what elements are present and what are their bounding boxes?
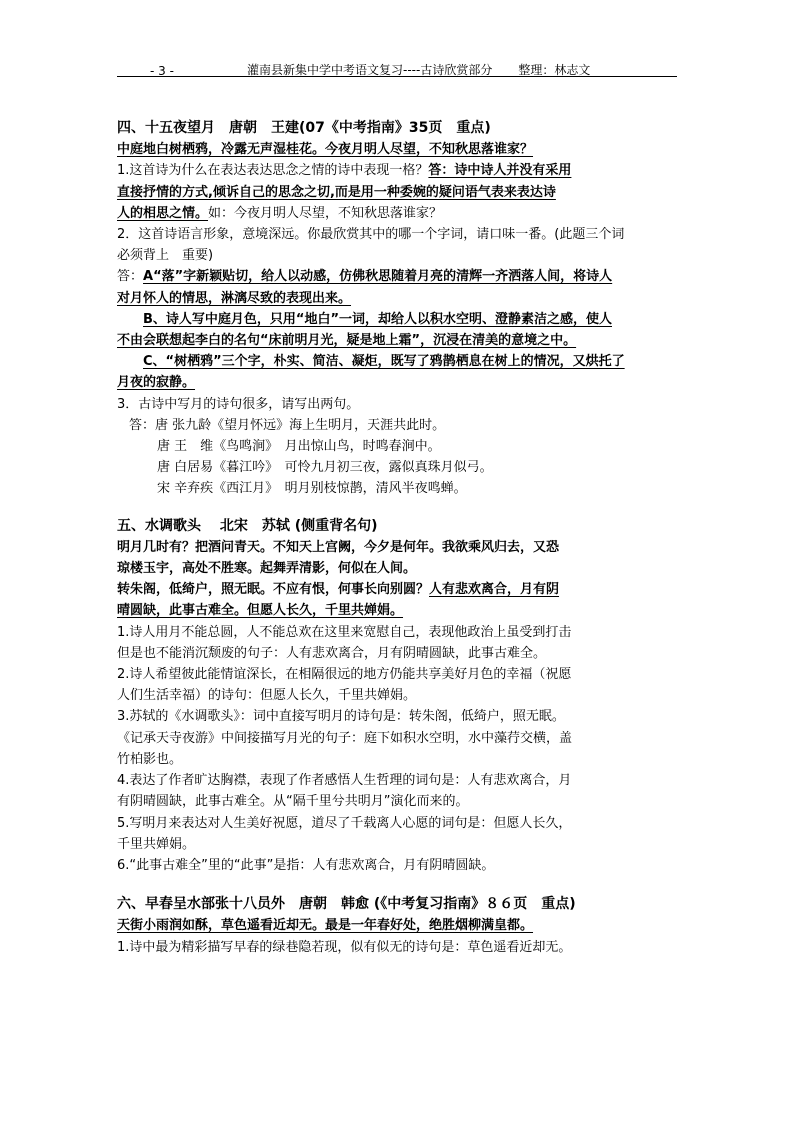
document-title: 灌南县新集中学中考语文复习----古诗欣赏部分 [247, 63, 493, 77]
s4-a2-line5: C、“树栖鸦”三个字，朴实、简洁、凝炬，既写了鸦鹊栖息在树上的情况，又烘托了 [143, 354, 625, 370]
s4-q2-line1: 2．这首诗语言形象，意境深远。你最欣赏其中的哪一个字词，请口味一番。(此题三个词 [117, 227, 625, 243]
section-gap [117, 500, 677, 516]
section-6-heading: 六、早春呈水部张十八员外 唐朝 韩愈 (《中考复习指南》８６页 重点) [117, 896, 576, 913]
s4-q2-line2: 必须背上 重要) [117, 248, 214, 264]
s5-item2-line1: 2.诗人希望彼此能情谊深长，在相隔很远的地方仍能共享美好月色的幸福（祝愿 [117, 667, 572, 683]
s4-q1-line2: 直接抒情的方式,倾诉自己的思念之切,而是用一种委婉的疑问语气表来表达诗 [117, 184, 556, 200]
s4-q1-question: 1.这首诗为什么在表达表达思念之情的诗中表现一格？ [117, 163, 429, 179]
s5-item4-line1: 4.表达了作者旷达胸襟，表现了作者感悟人生哲理的词句是：人有悲欢离合，月 [117, 773, 572, 789]
s5-item3-line2: 《记承天寺夜游》中间接描写月光的句子：庭下如积水空明，水中藻荇交横，盖 [117, 730, 573, 746]
s4-q1-answer-start: 答：诗中诗人并没有采用 [428, 163, 572, 179]
s4-q1-line1 [117, 160, 677, 181]
s4-a2-line4: 不由会联想起李白的名句“床前明月光，疑是地上霜”，沉浸在清美的意境之中。 [117, 333, 577, 349]
s5-poem-line3-underlined: 人有悲欢离合，月有阴 [429, 582, 560, 598]
s5-item3-line3: 竹柏影也。 [117, 751, 183, 767]
section-4-poem: 中庭地白树栖鸦，冷露无声湿桂花。今夜月明人尽望，不知秋思落谁家？ [117, 142, 534, 158]
s5-poem-line3-start: 转朱阁，低绮户，照无眠。不应有恨，何事长向别圆？ [117, 582, 430, 598]
s5-poem-line1: 明月几时有？把酒问青天。不知天上宫阙，今夕是何年。我欲乘风归去，又恐 [117, 539, 560, 555]
s5-item3-line1: 3.苏轼的《水调歌头》：词中直接写明月的诗句是：转朱阁，低绮户，照无眠。 [117, 709, 565, 725]
s6-poem: 天街小雨润如酥，草色遥看近却无。最是一年春好处，绝胜烟柳满皇都。 [117, 918, 534, 934]
section-5-heading: 五、水调歌头 北宋 苏轼 (侧重背名句) [117, 517, 378, 534]
section-4-heading: 四、十五夜望月 唐朝 王建(07《中考指南》35页 重点) [117, 120, 491, 136]
s4-a3-line2: 唐 王 维《鸟鸣涧》 月出惊山鸟，时鸣春涧中。 [157, 439, 441, 455]
s4-a2-a: A“落”字新颖贴切，给人以动感，仿佛秋思随着月亮的清辉一齐洒落人间，将诗人 [143, 269, 613, 285]
s5-item1-line2: 但是也不能消沉颓废的句子：人有悲欢离合，月有阴晴圆缺，此事古难全。 [117, 645, 547, 661]
section-gap [117, 876, 677, 894]
s5-item5-line2: 千里共婵娟。 [117, 836, 196, 852]
s4-q3: 3．古诗中写月的诗句很多，请写出两句。 [117, 396, 360, 412]
s6-item1: 1.诗中最为精彩描写早春的绿巷隐若现，似有似无的诗句是：草色遥看近却无。 [117, 939, 572, 955]
page-number: - 3 - [150, 64, 174, 78]
s5-item5-line1: 5.写明月来表达对人生美好祝愿，道尽了千载离人心愿的词句是：但愿人长久， [117, 815, 572, 831]
s4-a2-line3: B、诗人写中庭月色，只用“地白”一词，却给人以积水空明、澄静素洁之感，使人 [143, 311, 612, 327]
s4-a3-line1: 答：唐 张九龄《望月怀远》海上生明月，天涯共此时。 [129, 417, 446, 433]
s4-a2-prefix: 答： [117, 269, 144, 285]
page-content [117, 118, 677, 958]
s4-a3-line3: 唐 白居易《暮江吟》 可怜九月初三夜，露似真珠月似弓。 [157, 460, 493, 476]
s5-item2-line2: 人们生活幸福）的诗句：但愿人长久，千里共婵娟。 [117, 688, 417, 704]
s5-item4-line2: 有阴晴圆缺，此事古难全。从“隔千里兮共明月”演化而来的。 [117, 794, 469, 810]
s4-a2-line1 [117, 266, 677, 287]
s4-q1-answer-end: 人的相思之情。 [117, 205, 209, 221]
s5-poem-line3 [117, 579, 677, 600]
s5-poem-line4: 晴圆缺，此事古难全。但愿人长久，千里共婵娟。 [117, 603, 404, 619]
s4-a2-line2: 对月怀人的情思，淋漓尽致的表现出来。 [117, 290, 352, 306]
s4-a2-line6: 月夜的寂静。 [117, 375, 196, 391]
s5-poem-line2: 琼楼玉宇，高处不胜寒。起舞弄清影，何似在人间。 [117, 561, 417, 577]
s5-item1-line1: 1.诗人用月不能总圆，人不能总欢在这里来宽慰自己，表现他政治上虽受到打击 [117, 624, 572, 640]
document-author: 整理：林志文 [518, 63, 591, 77]
page-header [117, 56, 677, 78]
s4-a3-line4: 宋 辛弃疾《西江月》 明月别枝惊鹊，清风半夜鸣蝉。 [157, 481, 467, 497]
s5-item6: 6.“此事古难全”里的“此事”是指：人有悲欢离合，月有阴晴圆缺。 [117, 857, 495, 873]
s4-q1-line3 [117, 203, 677, 224]
header-rule [117, 76, 677, 77]
s4-q1-example: 如：今夜月明人尽望，不知秋思落谁家？ [208, 205, 443, 221]
